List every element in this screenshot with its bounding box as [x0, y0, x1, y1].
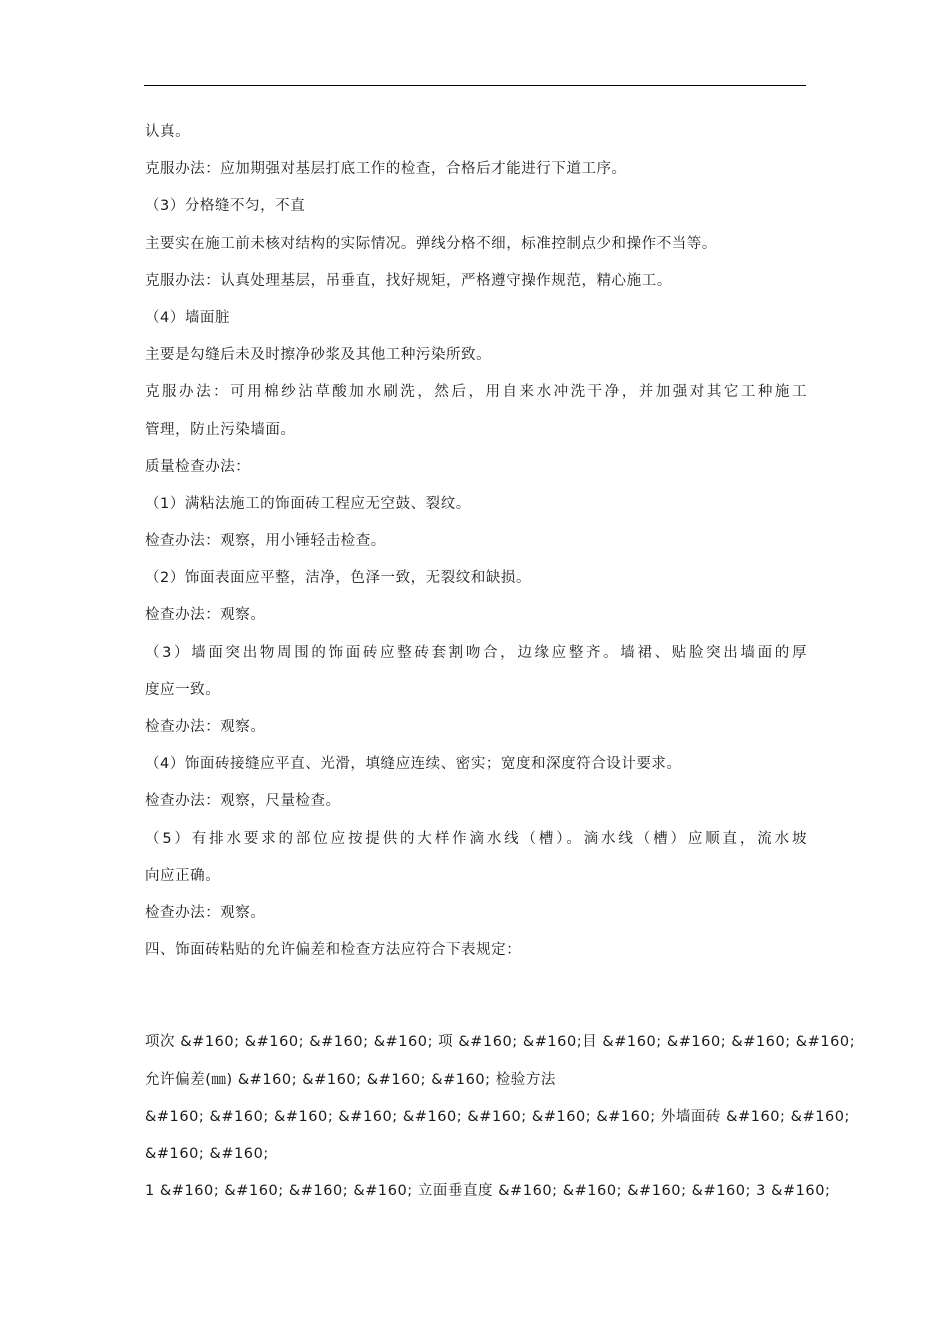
paragraph-line: 克服办法：认真处理基层，吊垂直，找好规矩，严格遵守操作规范，精心施工。 — [145, 272, 672, 289]
document-body — [145, 123, 856, 1219]
paragraph-line: 检查办法：观察，尺量检查。 — [145, 793, 341, 810]
spacer — [145, 978, 807, 1033]
paragraph-line: 主要是勾缝后未及时擦净砂浆及其他工种污染所致。 — [145, 347, 492, 364]
paragraph-line: 检查办法：观察。 — [145, 904, 266, 921]
paragraph-line: 克服办法：可用棉纱沾草酸加水刷洗，然后，用自来水冲洗干净，并加强对其它工种施工 — [145, 384, 807, 401]
table-text-line: &#160; &#160; — [145, 1145, 269, 1162]
paragraph-line: （2）饰面表面应平整，洁净，色泽一致，无裂纹和缺损。 — [145, 570, 532, 587]
paragraph-line: 管理，防止污染墙面。 — [145, 421, 296, 438]
paragraph-line: （1）满粘法施工的饰面砖工程应无空鼓、裂纹。 — [145, 495, 471, 512]
paragraph-line: （4）饰面砖接缝应平直、光滑，填缝应连续、密实；宽度和深度符合设计要求。 — [145, 756, 682, 773]
paragraph-line: 主要实在施工前未核对结构的实际情况。弹线分格不细，标准控制点少和操作不当等。 — [145, 235, 717, 252]
table-text-line: 1 &#160; &#160; &#160; &#160; 立面垂直度 &#160; &#160; &#160; &#160; 3 &#160; — [145, 1183, 831, 1200]
paragraph-line: （3）墙面突出物周围的饰面砖应整砖套割吻合，边缘应整齐。墙裙、贴脸突出墙面的厚 — [145, 644, 807, 661]
table-text-line: 项次 &#160; &#160; &#160; &#160; 项 &#160; &#160;目 &#160; &#160; &#160; &#160; — [145, 1034, 856, 1051]
paragraph-line: 克服办法：应加期强对基层打底工作的检查，合格后才能进行下道工序。 — [145, 161, 627, 178]
table-text-line: 允许偏差(㎜) &#160; &#160; &#160; &#160; 检验方法 — [145, 1071, 556, 1088]
paragraph-line: 向应正确。 — [145, 867, 221, 884]
header-rule — [144, 85, 806, 86]
paragraph-line: 检查办法：观察。 — [145, 719, 266, 735]
paragraph-line: 质量检查办法： — [145, 458, 251, 475]
paragraph-line: 度应一致。 — [145, 681, 221, 698]
table-text-line: &#160; &#160; &#160; &#160; &#160; &#160; &#160; &#160; 外墙面砖 &#160; &#160; — [145, 1108, 850, 1125]
paragraph-line: （3）分格缝不匀，不直 — [145, 198, 306, 215]
paragraph-line: （4）墙面脏 — [145, 309, 231, 326]
paragraph-line: 四、饰面砖粘贴的允许偏差和检查方法应符合下表规定： — [145, 942, 522, 959]
paragraph-line: （5）有排水要求的部位应按提供的大样作滴水线（槽）。滴水线（槽）应顺直，流水坡 — [145, 830, 807, 847]
paragraph-line: 认真。 — [145, 124, 191, 140]
paragraph-line: 检查办法：观察。 — [145, 607, 266, 624]
paragraph-line: 检查办法：观察，用小锤轻击检查。 — [145, 533, 386, 550]
